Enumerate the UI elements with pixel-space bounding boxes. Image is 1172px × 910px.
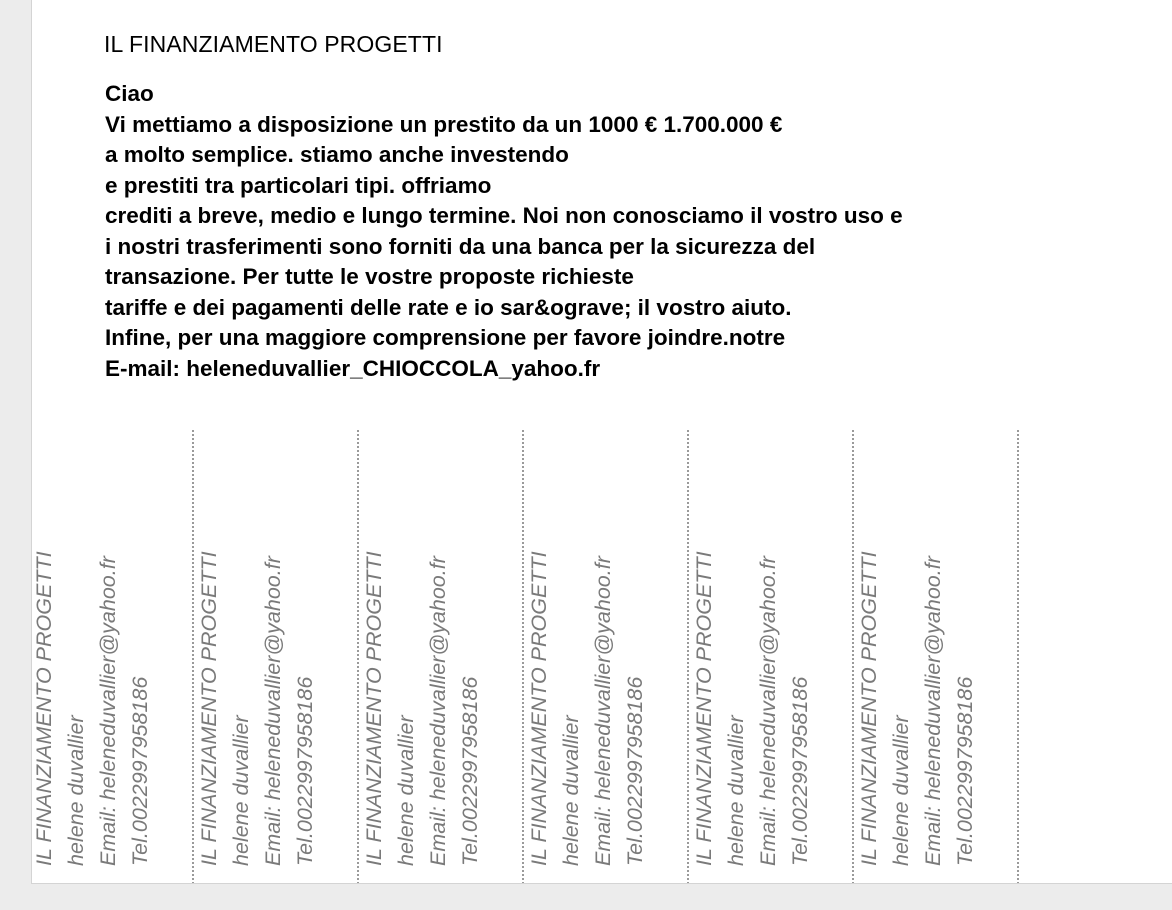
tab-phone: Tel.0022997958186	[128, 676, 152, 866]
body-line: Vi mettiamo a disposizione un prestito da un 1000 € 1.700.000 €	[105, 111, 783, 137]
tab-contact-name: helene duvallier	[229, 715, 253, 866]
tab-contact-name: helene duvallier	[64, 715, 88, 866]
tab-contact-name: helene duvallier	[724, 715, 748, 866]
tab-title: IL FINANZIAMENTO PROGETTI	[692, 551, 716, 866]
tab-email: Email: heleneduvallier@yahoo.fr	[96, 556, 120, 866]
body-line: Ciao	[105, 81, 154, 106]
tab-email: Email: heleneduvallier@yahoo.fr	[756, 556, 780, 866]
body-line: i nostri trasferimenti sono forniti da una banca per la sicurezza del	[105, 233, 816, 259]
tab-phone: Tel.0022997958186	[788, 676, 812, 866]
tab-contact-name: helene duvallier	[889, 715, 913, 866]
body-line: a molto semplice. stiamo anche investendo	[105, 142, 569, 167]
tab-title: IL FINANZIAMENTO PROGETTI	[197, 551, 221, 866]
body-line: tariffe e dei pagamenti delle rate e io sar&ograve; il vostro aiuto.	[105, 294, 792, 320]
tab-phone: Tel.0022997958186	[458, 676, 482, 866]
body-line: E-mail: heleneduvallier_CHIOCCOLA_yahoo.fr	[105, 355, 601, 381]
body-line: transazione. Per tutte le vostre proposte richieste	[105, 264, 634, 289]
tab-email: Email: heleneduvallier@yahoo.fr	[921, 556, 945, 866]
flyer-body	[105, 79, 903, 384]
flyer-sheet	[31, 0, 1172, 884]
tab-contact-name: helene duvallier	[559, 715, 583, 866]
flyer-headline: IL FINANZIAMENTO PROGETTI	[104, 31, 443, 57]
tab-contact-name: helene duvallier	[394, 715, 418, 866]
tab-email: Email: heleneduvallier@yahoo.fr	[426, 556, 450, 866]
tab-phone: Tel.0022997958186	[953, 676, 977, 866]
body-line: crediti a breve, medio e lungo termine. Noi non conosciamo il vostro uso e	[105, 203, 903, 228]
tab-phone: Tel.0022997958186	[623, 676, 647, 866]
tear-off-tabs	[32, 430, 1172, 884]
tab-email: Email: heleneduvallier@yahoo.fr	[591, 556, 615, 866]
tear-off-tab	[857, 430, 1172, 884]
body-line: e prestiti tra particolari tipi. offriamo	[105, 172, 492, 198]
tab-email: Email: heleneduvallier@yahoo.fr	[261, 556, 285, 866]
body-line: Infine, per una maggiore comprensione per favore joindre.notre	[105, 325, 786, 350]
tab-title: IL FINANZIAMENTO PROGETTI	[527, 551, 551, 866]
tab-title: IL FINANZIAMENTO PROGETTI	[362, 551, 386, 866]
tab-title: IL FINANZIAMENTO PROGETTI	[857, 551, 881, 866]
tab-phone: Tel.0022997958186	[293, 676, 317, 866]
tab-title: IL FINANZIAMENTO PROGETTI	[32, 551, 56, 866]
